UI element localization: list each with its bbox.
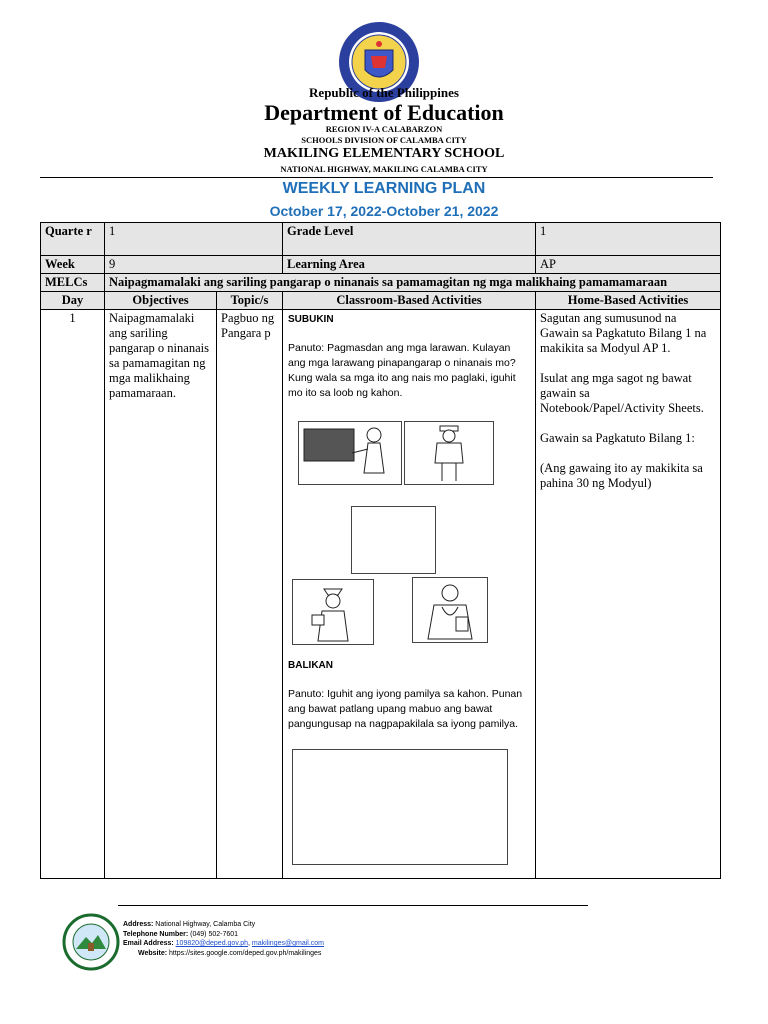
table-row	[41, 310, 721, 879]
home-instruction-1: Sagutan ang sumusunod na Gawain sa Pagkatuto Bilang 1 na makikita sa Modyul AP 1.	[540, 311, 707, 355]
police-officer-picture	[404, 421, 494, 485]
footer-address-label: Address:	[123, 921, 154, 928]
balikan-title: BALIKAN	[288, 660, 333, 671]
footer-email-label: Email Address:	[123, 940, 174, 947]
region-line: REGION IV-A CALABARZON	[325, 124, 443, 134]
nurse-picture	[292, 579, 374, 645]
doctor-picture	[412, 577, 488, 643]
home-instruction-4: (Ang gawaing ito ay makikita sa pahina 30 ng Modyul)	[540, 461, 703, 490]
col-topics: Topic/s	[217, 292, 283, 310]
home-instruction-3: Gawain sa Pagkatuto Bilang 1:	[540, 431, 695, 445]
melcs-row	[41, 274, 721, 292]
grade-level-value: 1	[536, 223, 721, 256]
col-day: Day	[41, 292, 105, 310]
col-home-activities: Home-Based Activities	[536, 292, 721, 310]
footer-website-label: Website:	[138, 949, 168, 957]
week-value: 9	[105, 256, 283, 274]
footer-contact	[123, 920, 324, 958]
date-range: October 17, 2022-October 21, 2022	[269, 203, 499, 219]
learning-plan-table	[40, 222, 721, 879]
republic-heading: Republic of the Philippines	[309, 85, 459, 100]
subukin-pictures	[288, 401, 530, 656]
col-classroom-activities: Classroom-Based Activities	[283, 292, 536, 310]
school-logo	[62, 913, 120, 971]
header-divider	[40, 177, 713, 178]
home-instruction-2: Isulat ang mga sagot ng bawat gawain sa Notebook/Papel/Activity Sheets.	[540, 371, 704, 415]
home-activities-cell	[536, 310, 721, 879]
footer-phone-label: Telephone Number:	[123, 930, 189, 938]
topic-text: Pagbuo ng Pangara p	[217, 310, 283, 879]
footer-email-link-2[interactable]: makilinges@gmail.com	[251, 940, 324, 947]
draw-box-dream[interactable]	[351, 506, 436, 574]
footer-phone: (049) 502-7601	[190, 930, 239, 938]
department-heading: Department of Education	[264, 100, 504, 125]
col-objectives: Objectives	[105, 292, 217, 310]
school-address: NATIONAL HIGHWAY, MAKILING CALAMBA CITY	[280, 164, 488, 174]
footer-website[interactable]: https://sites.google.com/deped.gov.ph/makilinges	[169, 949, 322, 957]
subukin-title: SUBUKIN	[288, 314, 334, 325]
learning-area-label: Learning Area	[283, 256, 536, 274]
division-line: SCHOOLS DIVISION OF CALAMBA CITY	[301, 135, 467, 145]
learning-area-value: AP	[536, 256, 721, 274]
day-value: 1	[41, 310, 105, 879]
objective-text: Naipagmamalaki ang sariling pangarap o ninanais sa pamamagitan ng mga malikhaing pamamaraan.	[105, 310, 217, 879]
grade-level-label: Grade Level	[283, 223, 536, 256]
column-header-row	[41, 292, 721, 310]
quarter-value: 1	[105, 223, 283, 256]
melcs-value: Naipagmamalaki ang sariling pangarap o ninanais sa pamamagitan ng mga malikhaing pamamamaraan	[105, 274, 721, 292]
melcs-label: MELCs	[41, 274, 105, 292]
document-title: WEEKLY LEARNING PLAN	[282, 180, 486, 197]
quarter-label: Quarte r	[41, 223, 105, 256]
footer-divider	[118, 905, 588, 906]
footer-email-separator: ,	[248, 940, 252, 947]
school-name: MAKILING ELEMENTARY SCHOOL	[263, 146, 505, 161]
footer-address: National Highway, Calamba City	[155, 921, 256, 928]
week-label: Week	[41, 256, 105, 274]
week-row	[41, 256, 721, 274]
draw-box-family[interactable]	[292, 749, 508, 865]
classroom-activities-cell	[283, 310, 536, 879]
subukin-instructions: Panuto: Pagmasdan ang mga larawan. Kulayan ang mga larawang pinapangarap o ninanais mo? Kung wala sa mga ito ang nais mo paglaki, iguhit mo ito sa loob ng kahon.	[288, 342, 516, 399]
quarter-row	[41, 223, 721, 256]
teacher-picture	[298, 421, 402, 485]
balikan-instructions: Panuto: Iguhit ang iyong pamilya sa kahon. Punan ang bawat patlang upang mabuo ang bawat pangungusap na nagpapakilala sa iyong pamilya.	[288, 688, 523, 730]
footer-email-link-1[interactable]: 109820@deped.gov.ph	[175, 940, 249, 947]
